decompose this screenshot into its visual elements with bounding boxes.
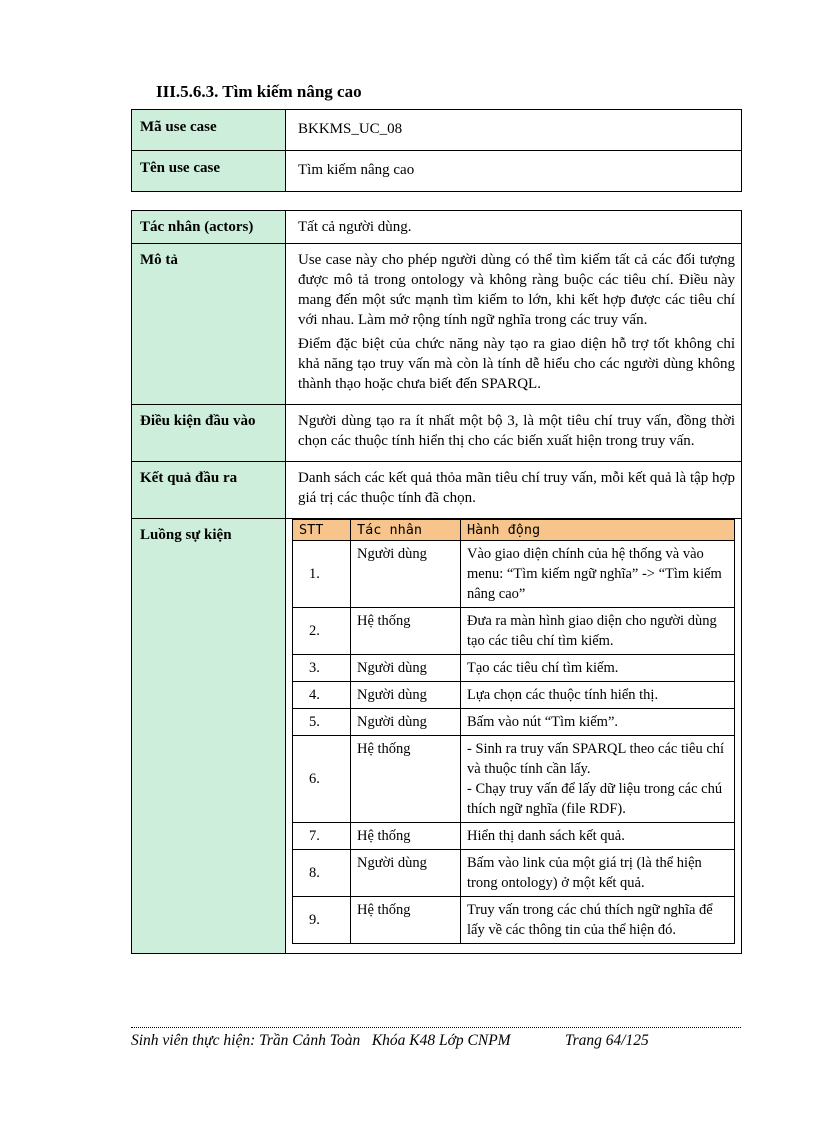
flow-actor: Hệ thống — [351, 608, 461, 655]
flow-actor: Hệ thống — [351, 736, 461, 823]
table-row — [132, 211, 742, 244]
flow-action: Bấm vào nút “Tìm kiếm”. — [461, 709, 735, 736]
flow-step-number: 7. — [293, 823, 351, 850]
table-row — [132, 151, 742, 192]
flow-step-number: 8. — [293, 850, 351, 897]
description-paragraph-2: Điểm đặc biệt của chức năng này tạo ra giao diện hỗ trợ tốt không chỉ khả năng tạo truy vấn mà còn là tính dễ hiểu cho các người dùng không thành thạo hoặc chưa biết đến SPARQL. — [298, 336, 735, 392]
flow-label: Luồng sự kiện — [132, 519, 286, 954]
flow-action: Vào giao diện chính của hệ thống và vào menu: “Tìm kiếm ngữ nghĩa” -> “Tìm kiếm nâng cao” — [461, 541, 735, 608]
flow-row — [293, 541, 735, 608]
flow-body — [293, 541, 735, 944]
flow-step-number: 3. — [293, 655, 351, 682]
use-case-name-value: Tìm kiếm nâng cao — [286, 151, 742, 192]
description-value — [286, 244, 742, 405]
flow-actor: Người dùng — [351, 709, 461, 736]
description-label: Mô tả — [132, 244, 286, 405]
flow-step-number: 6. — [293, 736, 351, 823]
table-row — [132, 244, 742, 405]
flow-row — [293, 823, 735, 850]
section-heading: III.5.6.3. Tìm kiếm nâng cao — [156, 82, 362, 101]
flow-cell — [286, 519, 742, 954]
flow-actor: Người dùng — [351, 682, 461, 709]
event-flow-table — [292, 519, 735, 944]
result-label: Kết quả đầu ra — [132, 462, 286, 519]
flow-action: Bấm vào link của một giá trị (là thể hiện trong ontology) ở một kết quả. — [461, 850, 735, 897]
flow-step-number: 1. — [293, 541, 351, 608]
flow-action: Hiển thị danh sách kết quả. — [461, 823, 735, 850]
flow-step-number: 2. — [293, 608, 351, 655]
result-value — [286, 462, 742, 519]
page-footer: Sinh viên thực hiện: Trần Cảnh Toàn Khóa K48 Lớp CNPM Trang 64/125 — [131, 1032, 649, 1049]
precondition-value — [286, 405, 742, 462]
use-case-name-label: Tên use case — [132, 151, 286, 192]
use-case-id-table — [131, 109, 742, 192]
flow-row — [293, 709, 735, 736]
table-row — [132, 462, 742, 519]
flow-step-number: 5. — [293, 709, 351, 736]
flow-action: Lựa chọn các thuộc tính hiển thị. — [461, 682, 735, 709]
flow-actor: Người dùng — [351, 541, 461, 608]
description-paragraph-1: Use case này cho phép người dùng có thể tìm kiếm tất cả các đối tượng được mô tả trong ontology và không ràng buộc các tiêu chí. Điều này mang đến một sức mạnh tìm kiếm to lớn, khi kết hợp được các tiêu chí với nhau. Làm mở rộng tính ngữ nghĩa trong các truy vấn. — [298, 252, 735, 328]
flow-row — [293, 850, 735, 897]
actors-label: Tác nhân (actors) — [132, 211, 286, 244]
footer-divider — [131, 1027, 741, 1028]
table-row — [132, 519, 742, 954]
flow-action: Đưa ra màn hình giao diện cho người dùng tạo các tiêu chí tìm kiếm. — [461, 608, 735, 655]
result-text: Danh sách các kết quả thỏa mãn tiêu chí truy vấn, mỗi kết quả là tập hợp giá trị các thuộc tính đã chọn. — [298, 470, 735, 506]
use-case-detail-table — [131, 210, 742, 954]
flow-action: Truy vấn trong các chú thích ngữ nghĩa để lấy về các thông tin của thể hiện đó. — [461, 897, 735, 944]
flow-row — [293, 608, 735, 655]
flow-action: - Sinh ra truy vấn SPARQL theo các tiêu chí và thuộc tính cần lấy. - Chạy truy vấn để lấy dữ liệu trong các chú thích ngữ nghĩa (file RDF). — [461, 736, 735, 823]
flow-actor: Người dùng — [351, 850, 461, 897]
precondition-label: Điều kiện đầu vào — [132, 405, 286, 462]
stt-header: STT — [293, 520, 351, 541]
actor-header: Tác nhân — [351, 520, 461, 541]
flow-row — [293, 655, 735, 682]
flow-row — [293, 897, 735, 944]
use-case-code-label: Mã use case — [132, 110, 286, 151]
flow-actor: Hệ thống — [351, 823, 461, 850]
precondition-text: Người dùng tạo ra ít nhất một bộ 3, là một tiêu chí truy vấn, đồng thời chọn các thuộc tính hiển thị cho các biến xuất hiện trong truy vấn. — [298, 413, 735, 449]
table-row — [132, 405, 742, 462]
flow-step-number: 9. — [293, 897, 351, 944]
use-case-code-value: BKKMS_UC_08 — [286, 110, 742, 151]
flow-row — [293, 736, 735, 823]
flow-header-row — [293, 520, 735, 541]
table-row — [132, 110, 742, 151]
flow-step-number: 4. — [293, 682, 351, 709]
flow-actor: Hệ thống — [351, 897, 461, 944]
flow-actor: Người dùng — [351, 655, 461, 682]
actors-value: Tất cả người dùng. — [286, 211, 742, 244]
flow-row — [293, 682, 735, 709]
flow-action: Tạo các tiêu chí tìm kiếm. — [461, 655, 735, 682]
action-header: Hành động — [461, 520, 735, 541]
